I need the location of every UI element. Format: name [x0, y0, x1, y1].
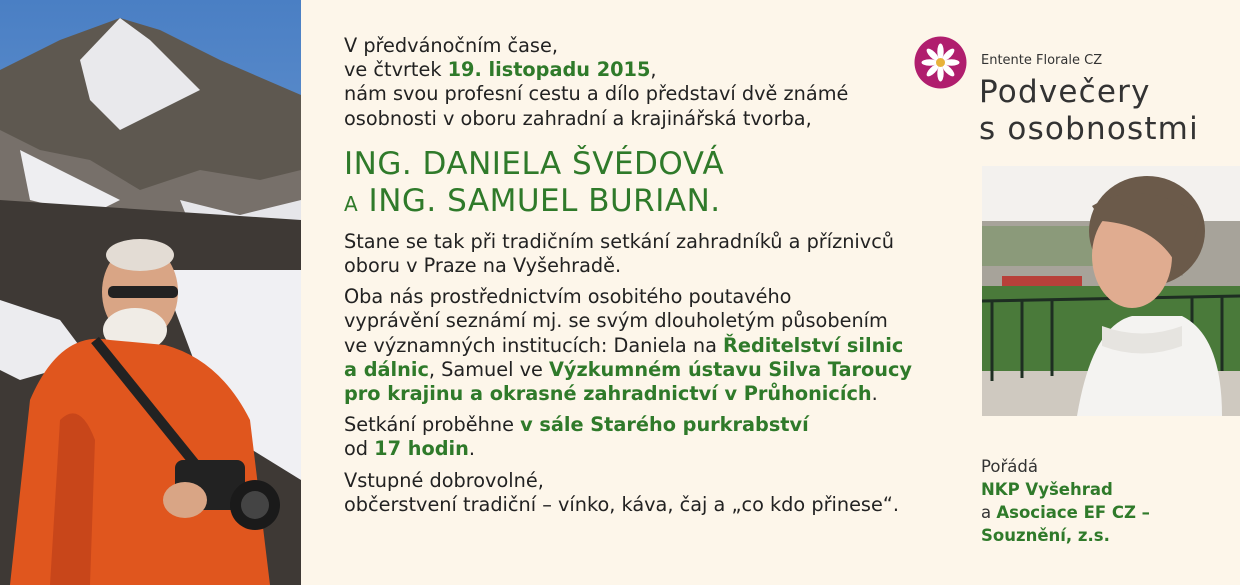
series-title — [979, 74, 1199, 148]
institution-1: Ředitelství silnic — [723, 333, 904, 357]
event-date: 19. listopadu 2015 — [447, 58, 651, 82]
speaker-1-name: ING. DANIELA ŠVÉDOVÁ — [344, 145, 725, 182]
para-2 — [344, 334, 944, 358]
speaker-2-line — [344, 183, 944, 223]
entry-line — [344, 469, 944, 493]
para-2 — [344, 382, 944, 406]
intro-line — [344, 34, 944, 58]
flower-icon — [914, 36, 967, 89]
para-text: vyprávění seznámí mj. se svým dlouholetým působením — [344, 309, 888, 333]
institution-2: Výzkumném ústavu Silva Taroucy — [549, 357, 912, 381]
para-text: . — [871, 382, 878, 406]
organizer-2-cont: Souznění, z.s. — [981, 526, 1110, 545]
entry-text: občerstvení tradiční – vínko, káva, čaj a „co kdo přinese“. — [344, 492, 899, 516]
para-text: ve významných institucích: Daniela na — [344, 333, 724, 357]
venue-line — [344, 413, 944, 437]
venue: v sále Starého purkrabství — [520, 413, 809, 437]
time-suffix: . — [468, 437, 475, 461]
conjunction: A — [344, 191, 359, 216]
para-2 — [344, 285, 944, 309]
para-2 — [344, 309, 944, 333]
entry-line — [344, 493, 944, 517]
para-1 — [344, 230, 944, 254]
invitation-text — [344, 34, 944, 517]
date-prefix: ve čtvrtek — [344, 58, 448, 82]
para-text: Stane se tak při tradičním setkání zahradníků a příznivců — [344, 229, 895, 253]
institution-1: a dálnic — [344, 357, 429, 381]
event-time: 17 hodin — [374, 437, 469, 461]
series-title-line: s osobnostmi — [979, 111, 1199, 147]
intro-text: nám svou profesní cestu a dílo představí dvě známé — [344, 82, 849, 106]
date-line — [344, 58, 944, 82]
entry-text: Vstupné dobrovolné, — [344, 468, 544, 492]
para-2 — [344, 358, 944, 382]
institution-2: pro krajinu a okrasné zahradnictví v Průhonicích — [344, 382, 872, 406]
organizer-2: Asociace EF CZ – — [996, 503, 1150, 522]
speaker-2-name: ING. SAMUEL BURIAN. — [368, 182, 721, 219]
time-prefix: od — [344, 437, 375, 461]
para-1 — [344, 254, 944, 278]
venue-prefix: Setkání proběhne — [344, 413, 521, 437]
photo-samuel-burian — [0, 0, 301, 585]
time-line — [344, 437, 944, 461]
organizer-and: a — [981, 503, 997, 522]
intro-line — [344, 82, 944, 106]
organizer-block — [981, 455, 1150, 547]
org-name: Entente Florale CZ — [981, 53, 1103, 68]
organizer-label: Pořádá — [981, 457, 1038, 476]
intro-text: osobnosti v oboru zahradní a krajinářská tvorba, — [344, 106, 812, 130]
para-text: oboru v Praze na Vyšehradě. — [344, 254, 622, 278]
series-title-line: Podvečery — [979, 74, 1151, 110]
para-text: , Samuel ve — [428, 357, 549, 381]
intro-text: V předvánočním čase, — [344, 34, 558, 57]
organizer-1: NKP Vyšehrad — [981, 480, 1113, 499]
photo-daniela-svedova — [982, 166, 1240, 416]
date-suffix: , — [650, 58, 657, 82]
para-text: Oba nás prostřednictvím osobitého poutavého — [344, 285, 792, 309]
intro-line — [344, 107, 944, 131]
